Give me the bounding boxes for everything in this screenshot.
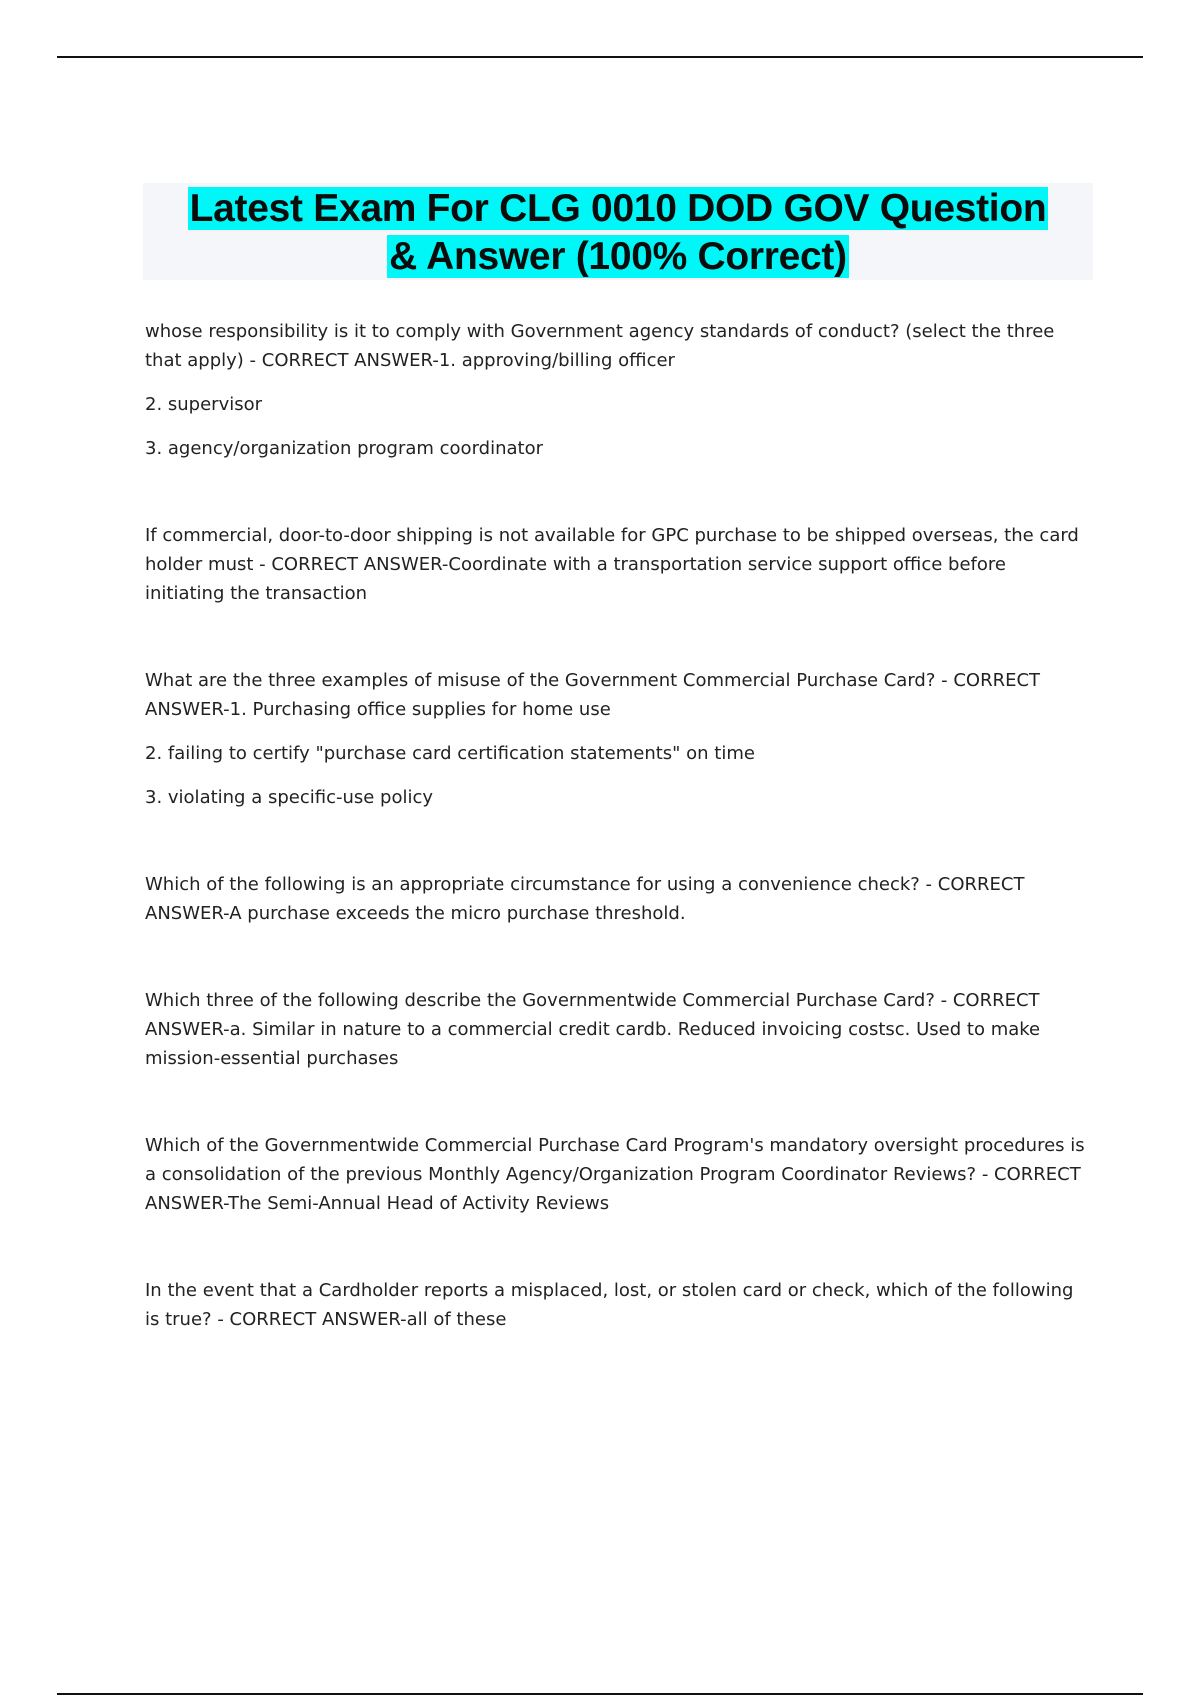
document-title — [143, 183, 1093, 281]
question-text: What are the three examples of misuse of the Government Commercial Purchase Card? - CORRECT ANSWER-1. Purchasing office supplies for home use — [145, 670, 1041, 720]
answer-item: 2. failing to certify "purchase card certification statements" on time — [145, 743, 755, 764]
answer-item: 3. violating a specific-use policy — [145, 787, 434, 808]
qa-item — [145, 986, 1090, 1073]
title-line-1: Latest Exam For CLG 0010 DOD GOV Question — [189, 187, 1047, 230]
question-text: Which of the following is an appropriate circumstance for using a convenience check? - CORRECT ANSWER-A purchase exceeds the micro purchase threshold. — [145, 874, 1025, 924]
title-line-2: & Answer (100% Correct) — [389, 235, 847, 278]
qa-item — [145, 521, 1090, 608]
question-text: Which of the Governmentwide Commercial Purchase Card Program's mandatory oversight procedures is a consolidation of the previous Monthly Agency/Organization Program Coordinator Reviews? - CORRECT ANSWER-The Semi-Annual Head of Activity Reviews — [145, 1135, 1085, 1214]
question-text: whose responsibility is it to comply with Government agency standards of conduct? (select the three that apply) - CORRECT ANSWER-1. approving/billing officer — [145, 321, 1055, 371]
answer-item: 3. agency/organization program coordinator — [145, 438, 543, 459]
qa-item — [145, 1276, 1090, 1334]
qa-item — [145, 1131, 1090, 1218]
question-text: Which three of the following describe the Governmentwide Commercial Purchase Card? - CORRECT ANSWER-a. Similar in nature to a commercial credit cardb. Reduced invoicing costsc. Used to make mission-essential purchases — [145, 990, 1041, 1069]
qa-item — [145, 870, 1090, 928]
qa-list — [145, 317, 1090, 1392]
answer-item: 2. supervisor — [145, 394, 263, 415]
qa-item — [145, 317, 1090, 463]
header-rule — [57, 56, 1143, 58]
footer-rule — [57, 1693, 1143, 1695]
question-text: In the event that a Cardholder reports a misplaced, lost, or stolen card or check, which of the following is true? - CORRECT ANSWER-all of these — [145, 1280, 1074, 1330]
question-text: If commercial, door-to-door shipping is not available for GPC purchase to be shipped overseas, the card holder must - CORRECT ANSWER-Coordinate with a transportation service support office before initiating the transaction — [145, 525, 1079, 604]
title-banner — [143, 183, 1093, 280]
qa-item — [145, 666, 1090, 812]
